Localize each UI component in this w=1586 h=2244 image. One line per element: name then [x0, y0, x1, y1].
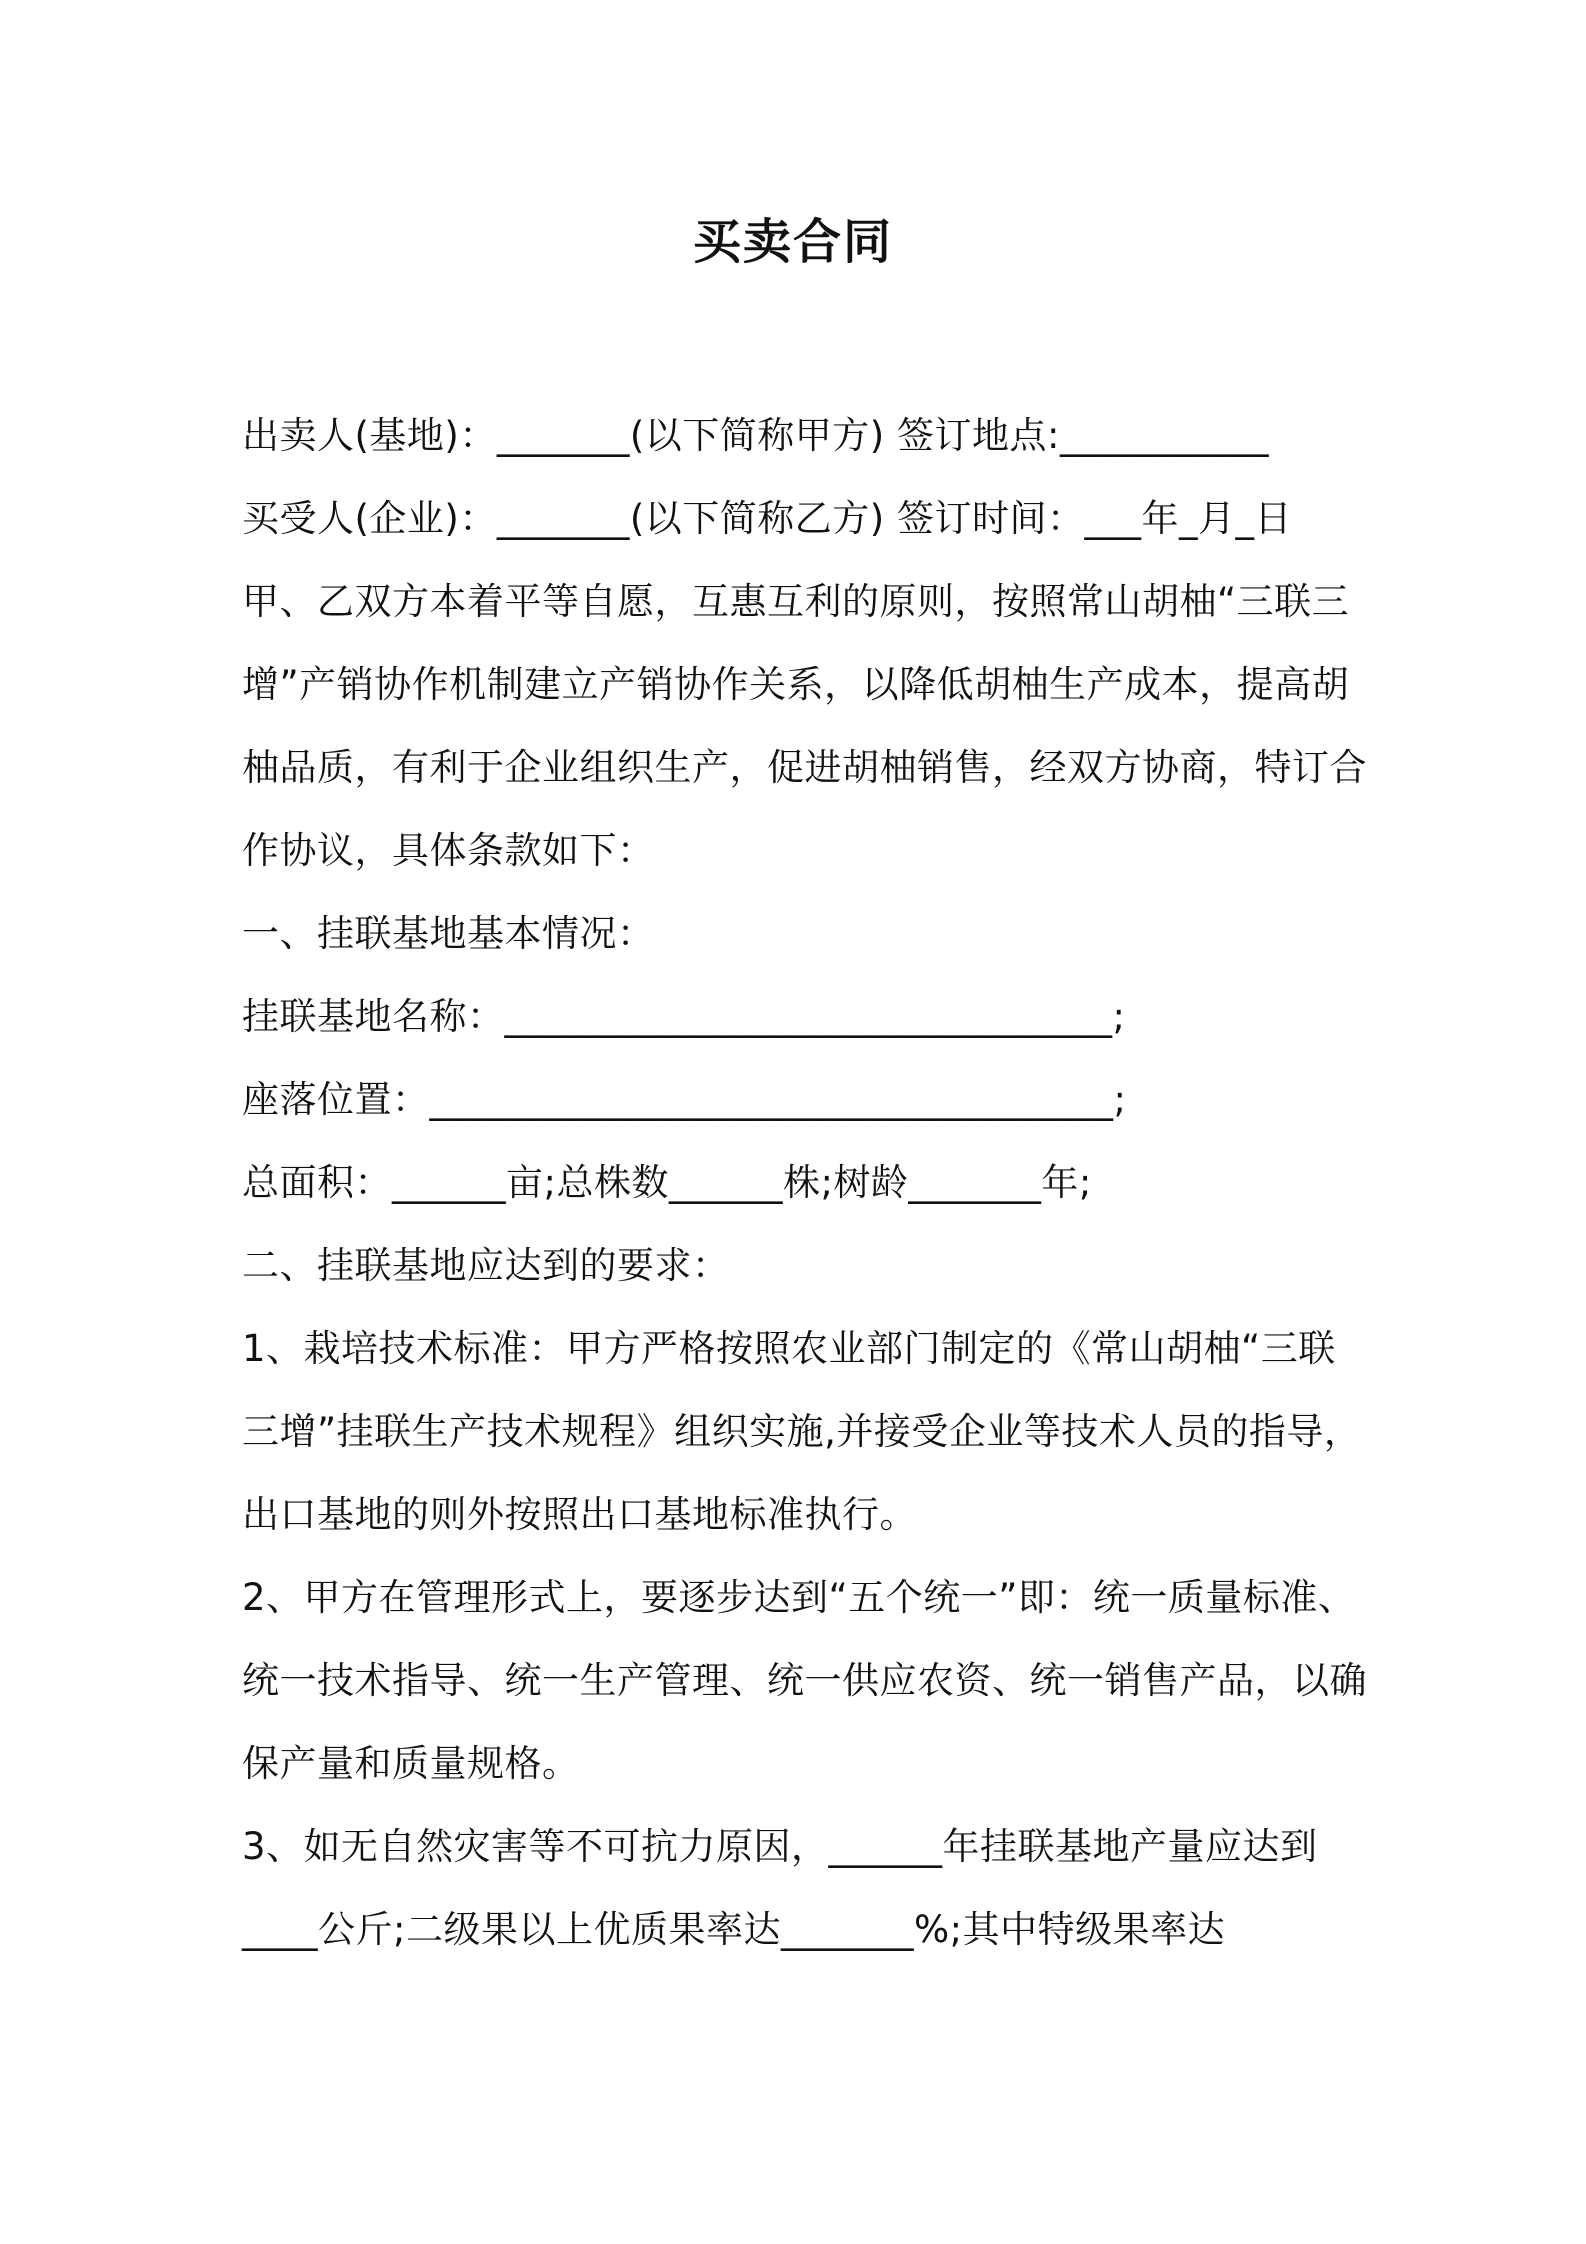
clause-1-line-3: 出口基地的则外按照出口基地标准执行。: [242, 1493, 917, 1536]
clause-2-line-1: 2、甲方在管理形式上，要逐步达到“五个统一”即：统一质量标准、: [242, 1576, 1356, 1619]
clause-3-line-2: ____公斤;二级果以上优质果率达_______%;其中特级果率达: [242, 1908, 1226, 1951]
clause-3-line-1: 3、如无自然灾害等不可抗力原因，______年挂联基地产量应达到: [242, 1825, 1318, 1868]
location-line: 座落位置：____________________________________;: [242, 1078, 1127, 1121]
clause-2-line-2: 统一技术指导、统一生产管理、统一供应农资、统一销售产品，以确: [242, 1659, 1367, 1702]
clause-2-line-3: 保产量和质量规格。: [242, 1742, 580, 1785]
base-name-line: 挂联基地名称：________________________________;: [242, 995, 1126, 1038]
document-title: 买卖合同: [692, 214, 893, 270]
area-line: 总面积：______亩;总株数______株;树龄_______年;: [242, 1161, 1092, 1204]
preamble-line-4: 作协议，具体条款如下：: [242, 829, 655, 872]
preamble-line-2: 增”产销协作机制建立产销协作关系，以降低胡柚生产成本，提高胡: [242, 663, 1350, 706]
preamble-line-1: 甲、乙双方本着平等自愿，互惠互利的原则，按照常山胡柚“三联三: [242, 580, 1350, 623]
clause-1-line-1: 1、栽培技术标准：甲方严格按照农业部门制定的《常山胡柚“三联: [242, 1327, 1336, 1370]
clause-1-line-2: 三增”挂联生产技术规程》组织实施,并接受企业等技术人员的指导，: [242, 1410, 1362, 1453]
section-1-heading: 一、挂联基地基本情况：: [242, 912, 655, 955]
section-2-heading: 二、挂联基地应达到的要求：: [242, 1244, 730, 1287]
preamble-line-3: 柚品质，有利于企业组织生产，促进胡柚销售，经双方协商，特订合: [242, 746, 1367, 789]
buyer-line: 买受人(企业)：_______(以下简称乙方) 签订时间：___年_月_日: [242, 497, 1293, 540]
seller-line: 出卖人(基地)：_______(以下简称甲方) 签订地点:___________: [242, 414, 1269, 457]
